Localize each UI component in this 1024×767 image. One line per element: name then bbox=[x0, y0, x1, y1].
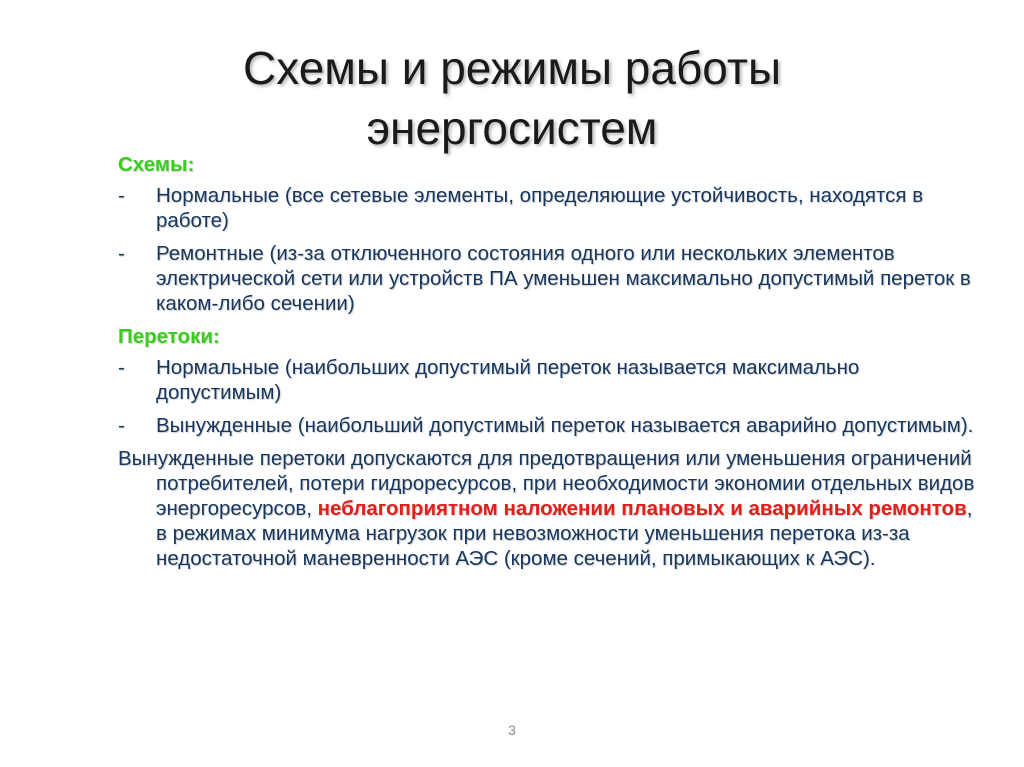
title-line-1: Схемы и режимы работы bbox=[242, 42, 782, 94]
bullet-dash: - bbox=[118, 356, 125, 379]
flows-heading: Перетоки: bbox=[118, 325, 220, 348]
paragraph-highlight: неблагоприятном наложении плановых и аварийных ремонтов bbox=[317, 497, 967, 520]
bullet-text: Нормальные (все сетевые элементы, определяющие устойчивость, находятся в работе) bbox=[156, 184, 924, 232]
bullet-dash: - bbox=[118, 184, 125, 207]
scheme-item-normal bbox=[118, 183, 978, 233]
bullet-dash: - bbox=[118, 414, 125, 437]
bullet-text: Вынужденные (наибольший допустимый переток называется аварийно допустимым). bbox=[156, 414, 974, 437]
paragraph-text-2: , в режимах минимума нагрузок при невозможности уменьшения перетока из-за недостаточной маневренности АЭС (кроме сечений, примыкающих к АЭС). bbox=[156, 497, 973, 570]
paragraph-text-1: Вынужденные перетоки допускаются для предотвращения или уменьшения ограничений потребителей, потери гидроресурсов, при необходимости экономии отдельных видов энергоресурсов, bbox=[118, 447, 975, 520]
schemes-heading: Схемы: bbox=[118, 153, 195, 176]
slide-body bbox=[118, 152, 978, 571]
flow-item-forced bbox=[118, 413, 978, 438]
forced-flows-paragraph bbox=[118, 446, 978, 571]
slide-title bbox=[0, 38, 1024, 158]
page-number: 3 bbox=[508, 722, 516, 738]
flow-item-normal bbox=[118, 355, 978, 405]
scheme-item-repair bbox=[118, 241, 978, 316]
bullet-dash: - bbox=[118, 242, 125, 265]
bullet-text: Ремонтные (из-за отключенного состояния одного или нескольких элементов электрической сети или устройств ПА уменьшен максимально допустимый переток в каком-либо сечении) bbox=[156, 242, 971, 315]
title-line-2: энергосистем bbox=[366, 102, 658, 154]
bullet-text: Нормальные (наибольших допустимый переток называется максимально допустимым) bbox=[156, 356, 860, 404]
